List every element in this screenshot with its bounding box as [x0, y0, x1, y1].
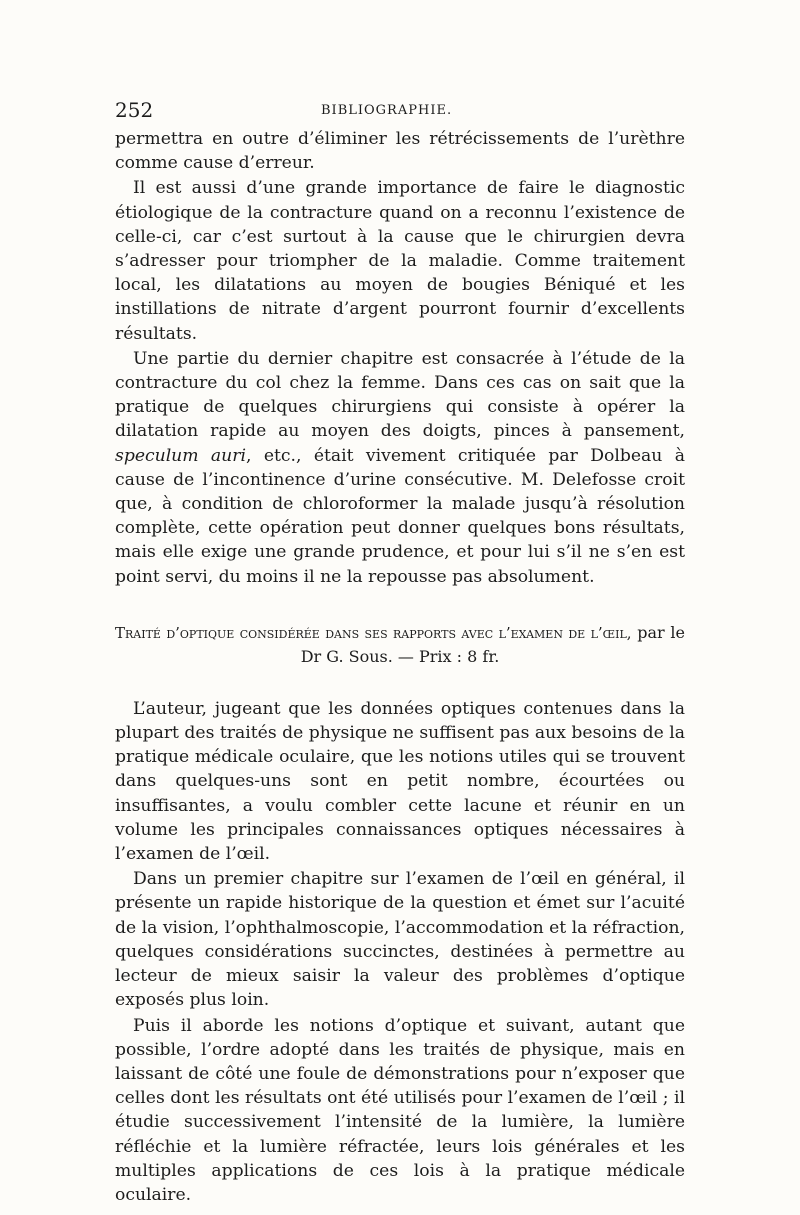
paragraph-text: , etc., était vivement critiquée par Dolbeau à cause de l’incontinence d’urine consécutive. M. Delefosse croit que, à condition de chloroformer la malade jusqu’à résolution complète, cette opération peut donner quelques bons résultats, mais elle exige une grande prudence, et pour lui s’il ne s’en est point servi, du moins il ne la repousse pas absolument. — [115, 445, 685, 587]
body-text — [115, 127, 685, 1207]
paragraph — [115, 347, 685, 589]
paragraph: Il est aussi d’une grande importance de faire le diagnostic étiologique de la contracture quand on a reconnu l’existence de celle-ci, car c’est surtout à la cause que le chirurgien devra s’adresser pour triompher de la maladie. Comme traitement local, les dilatations au moyen de bougies Béniqué et les instillations de nitrate d’argent pourront fournir d’excellents résultats. — [115, 178, 685, 344]
review-heading — [115, 621, 685, 669]
italic-term: speculum auri — [115, 445, 246, 466]
running-title: BIBLIOGRAPHIE. — [321, 103, 453, 118]
paragraph: Dans un premier chapitre sur l’examen de l’œil en général, il présente un rapide historique de la question et émet sur l’acuité de la vision, l’ophthalmoscopie, l’accommodation et la réfraction, quelques considérations succinctes, destinées à permettre au lecteur de mieux saisir la valeur des problèmes d’optique exposés plus loin. — [115, 869, 686, 1011]
paragraph: permettra en outre d’éliminer les rétrécissements de l’urèthre comme cause d’erreur. — [115, 129, 685, 174]
review-title: Traité d’optique considérée dans ses rapports avec l’examen de l’œil, — [115, 623, 632, 642]
page-header — [115, 98, 685, 126]
paragraph: L’auteur, jugeant que les données optiques contenues dans la plupart des traités de physique ne suffisent pas aux besoins de la pratique médicale oculaire, que les notions utiles qui se trouvent dans quelques-uns sont en petit nombre, écourtées ou insuffisantes, a voulu combler cette lacune et réunir en un volume les principales connaissances optiques nécessaires à l’examen de l’œil. — [115, 698, 685, 865]
paragraph: Puis il aborde les notions d’optique et suivant, autant que possible, l’ordre adopté dans les traités de physique, mais en laissant de côté une foule de démonstrations pour n’exposer que celles dont les résultats ont été utilisés pour l’examen de l’œil ; il étudie successivement l’intensité de la lumière, la lumière réfléchie et la lumière réfractée, leurs lois générales et les multiples applications de ces lois à la pratique médicale oculaire. — [115, 1015, 685, 1205]
review-author-price: par le Dr G. Sous. — Prix : 8 fr. — [300, 622, 685, 666]
paragraph-text: Une partie du dernier chapitre est consacrée à l’étude de la contracture du col chez la femme. Dans ces cas on sait que la pratique de quelques chirurgiens qui consiste à opérer la dilatation rapide au moyen des doigts, pinces à pansement, — [115, 348, 685, 442]
page-number: 252 — [115, 98, 154, 122]
